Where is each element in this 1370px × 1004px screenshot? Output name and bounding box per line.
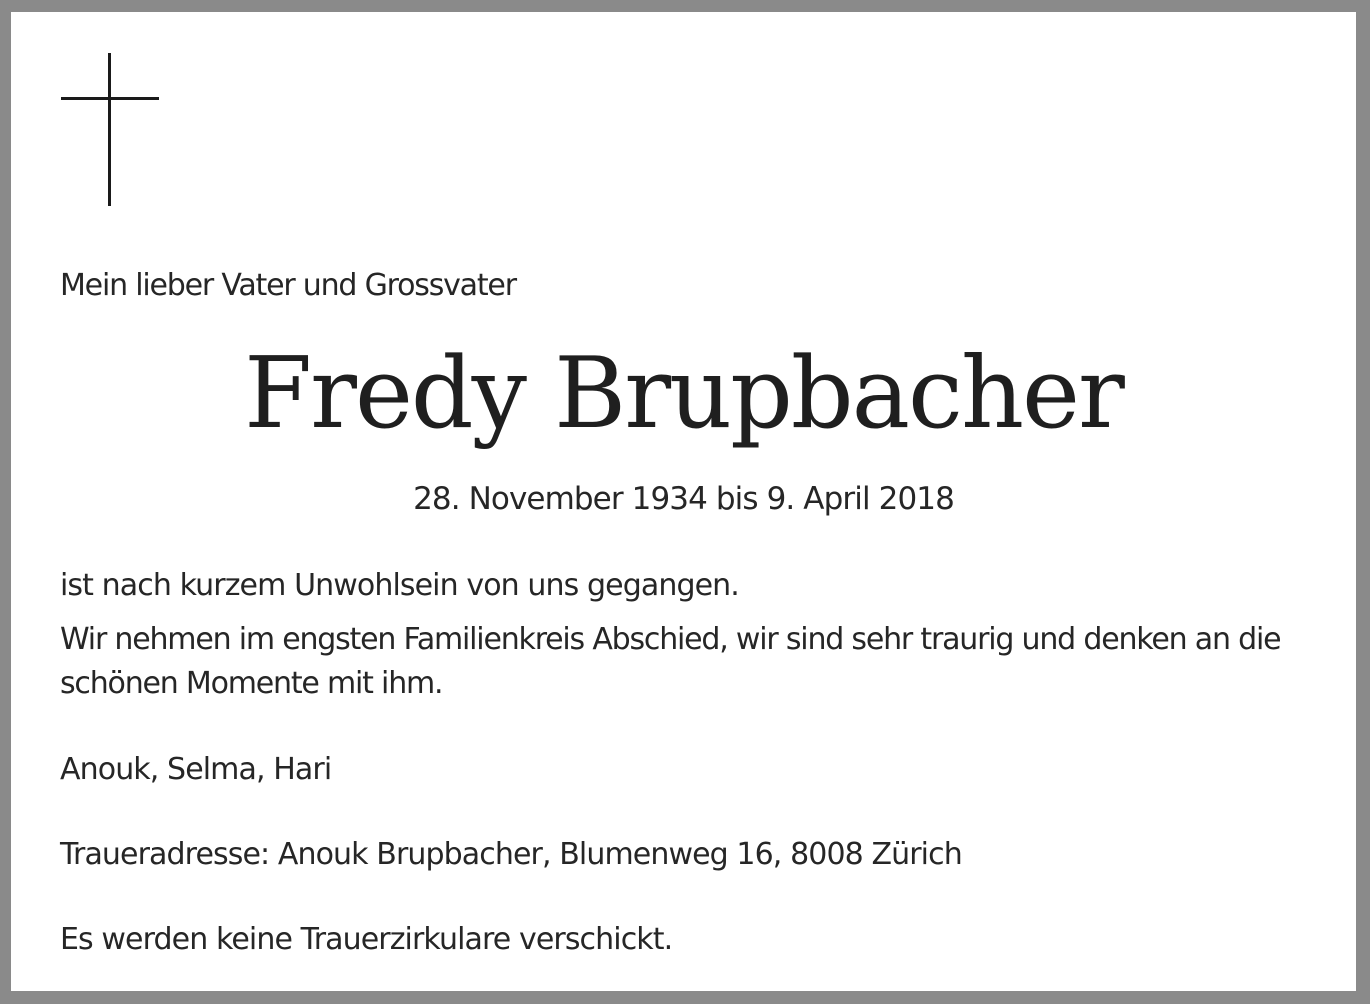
obituary-notice — [11, 12, 1356, 991]
closing-note: Es werden keine Trauerzirkulare verschickt. — [60, 922, 673, 957]
passing-statement: ist nach kurzem Unwohlsein von uns gegangen. — [60, 568, 739, 603]
deceased-name: Fredy Brupbacher — [244, 337, 1123, 451]
cross-vertical-bar — [108, 53, 111, 206]
mourning-address: Traueradresse: Anouk Brupbacher, Blumenweg 16, 8008 Zürich — [60, 837, 962, 872]
intro-text: Mein lieber Vater und Grossvater — [60, 268, 516, 303]
cross-icon — [61, 53, 159, 206]
life-dates: 28. November 1934 bis 9. April 2018 — [413, 481, 954, 517]
cross-horizontal-bar — [61, 97, 159, 100]
survivors-names: Anouk, Selma, Hari — [60, 752, 332, 787]
farewell-paragraph: Wir nehmen im engsten Familienkreis Abschied, wir sind sehr traurig und denken an die schönen Momente mit ihm. — [60, 622, 1281, 701]
